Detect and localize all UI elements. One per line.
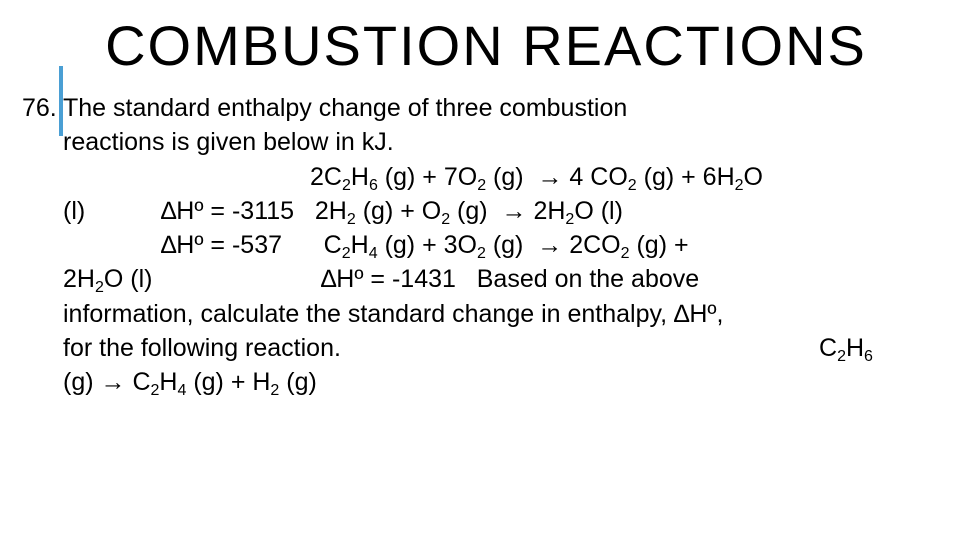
text-line-9: $(g) \to C_2H_4$ $(g) + H_2$ (g) <box>63 368 317 400</box>
problem-number: 76. <box>22 94 57 122</box>
text-line-5: ∆Hº = -537 $C_2H_4$ $(g) + 3O_2$ $(g) \to 2CO_2$ (g) + <box>161 231 689 263</box>
text-line-6: $2H_2O$ (l) ∆Hº = -1431 Based on the above <box>63 265 700 297</box>
slide-title: COMBUSTION REACTIONS <box>105 14 867 77</box>
text-line-8: for the following reaction. $C_2H_6$ <box>63 334 873 366</box>
problem-text <box>63 91 935 400</box>
text-line-1: The standard enthalpy change of three combustion <box>63 94 628 122</box>
text-line-7: information, calculate the standard change in enthalpy, ∆Hº, <box>63 299 724 328</box>
text-line-3: $2C_2H_6$ $(g) + 7O_2$ (g) → 4 $CO_2$ $(g) + 6H_2O$ <box>310 162 763 194</box>
text-line-4: (l) ∆Hº = -3115 $2H_2$ $(g) + O_2$ $(g) \to 2H_2O$ (l) <box>63 196 623 228</box>
text-line-2: reactions is given below in kJ. <box>63 128 394 157</box>
